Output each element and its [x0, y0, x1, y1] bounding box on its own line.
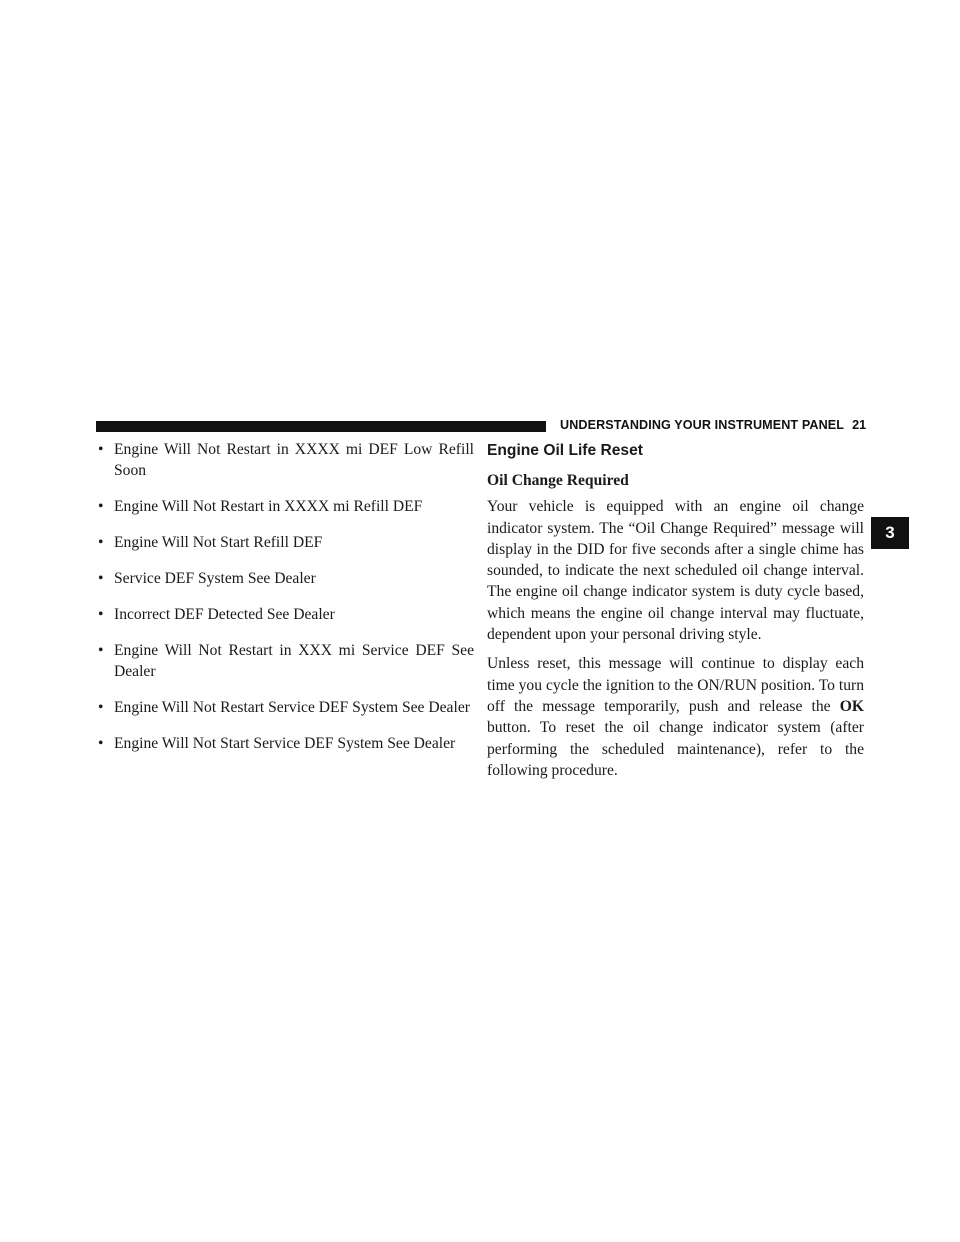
- list-item: [98, 439, 474, 481]
- list-item-text: Engine Will Not Start Refill DEF: [114, 534, 323, 551]
- subsection-title: Oil Change Required: [487, 472, 629, 489]
- bullet-icon: •: [98, 735, 104, 752]
- paragraph-oil-change-indicator: Your vehicle is equipped with an engine oil change indicator system. The “Oil Change Required” message will display in the DID for five seconds after a single chime has sounded, to indicate the next scheduled oil change interval. The engine oil change indicator system is duty cycle based, which means the engine oil change interval may fluctuate, dependent upon your personal driving style.: [487, 498, 864, 644]
- list-item: [98, 568, 474, 589]
- list-item-text: Engine Will Not Restart in XXXX mi Refill DEF: [114, 498, 423, 515]
- bullet-icon: •: [98, 498, 104, 515]
- bullet-icon: •: [98, 441, 104, 458]
- page-number: 21: [852, 418, 867, 432]
- list-item: [98, 697, 474, 718]
- chapter-tab: 3: [871, 517, 909, 549]
- list-item-text: Engine Will Not Start Service DEF System See Dealer: [114, 735, 456, 752]
- ok-button-reference: OK: [839, 697, 864, 715]
- paragraph-text: button. To reset the oil change indicator system (after performing the scheduled maintenance), refer to the following procedure.: [487, 719, 864, 779]
- list-item-text: Service DEF System See Dealer: [114, 570, 316, 587]
- list-item-text: Engine Will Not Restart Service DEF System See Dealer: [114, 699, 470, 716]
- list-item-text: Engine Will Not Restart in XXXX mi DEF Low Refill Soon: [114, 441, 474, 479]
- header-rule-bar: [96, 421, 546, 432]
- paragraph-text: Unless reset, this message will continue to display each time you cycle the ignition to the ON/RUN position. To turn off the message temporarily, push and release the: [487, 655, 864, 715]
- list-item: [98, 496, 474, 517]
- list-item-text: Engine Will Not Restart in XXX mi Service DEF See Dealer: [114, 642, 474, 680]
- bullet-icon: •: [98, 642, 104, 659]
- bullet-icon: •: [98, 570, 104, 587]
- list-item: [98, 532, 474, 553]
- right-column: [487, 440, 864, 789]
- list-item-text: Incorrect DEF Detected See Dealer: [114, 606, 335, 623]
- bullet-icon: •: [98, 606, 104, 623]
- bullet-icon: •: [98, 534, 104, 551]
- list-item: [98, 733, 474, 754]
- list-item: [98, 604, 474, 625]
- running-header: [560, 418, 867, 432]
- paragraph-reset-instructions: [487, 653, 864, 781]
- def-message-list: [98, 439, 474, 754]
- left-column: [98, 439, 474, 769]
- section-title: Engine Oil Life Reset: [487, 442, 643, 459]
- header-title: UNDERSTANDING YOUR INSTRUMENT PANEL: [560, 418, 845, 432]
- bullet-icon: •: [98, 699, 104, 716]
- list-item: [98, 640, 474, 682]
